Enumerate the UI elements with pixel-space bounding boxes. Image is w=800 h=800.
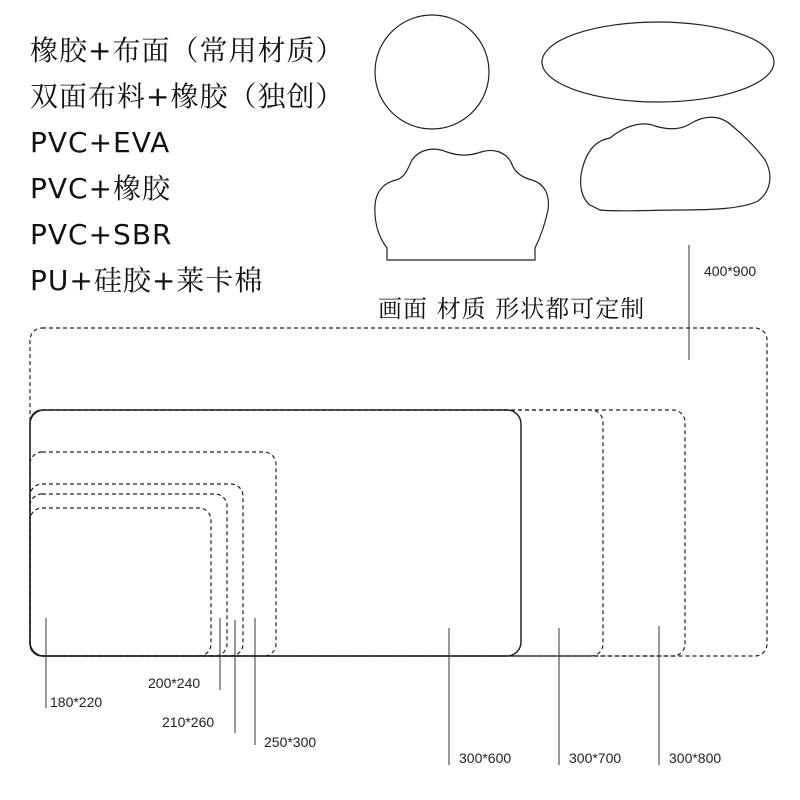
- size-label-180x220: 180*220: [50, 694, 103, 710]
- mat-outline-180x220: [30, 508, 211, 656]
- circle-shape: [375, 15, 489, 129]
- size-label-210x260: 210*260: [162, 714, 215, 730]
- mat-outline-250x300: [30, 452, 276, 656]
- material-item: PVC+EVA: [30, 126, 171, 159]
- material-item: 双面布料+橡胶（独创）: [30, 80, 345, 113]
- size-label-300x600: 300*600: [459, 750, 512, 766]
- size-label-200x240: 200*240: [148, 675, 201, 691]
- cloud-shape: [581, 117, 770, 211]
- mat-outline-300x800: [30, 410, 685, 656]
- material-item: PU+硅胶+莱卡棉: [30, 264, 264, 297]
- size-label-400x900: 400*900: [704, 263, 757, 279]
- mat-outline-300x700: [30, 410, 603, 656]
- size-label-300x800: 300*800: [669, 750, 722, 766]
- size-label-250x300: 250*300: [264, 734, 317, 750]
- custom-note: 画面 材质 形状都可定制: [378, 295, 646, 323]
- mat-outline-400x900: [30, 328, 767, 656]
- material-item: PVC+橡胶: [30, 172, 172, 205]
- material-item: PVC+SBR: [30, 218, 173, 251]
- material-item: 橡胶+布面（常用材质）: [30, 34, 345, 67]
- paw-shape: [375, 149, 549, 260]
- mat-outline-200x240: [30, 494, 227, 656]
- ellipse-shape: [542, 22, 774, 102]
- size-label-300x700: 300*700: [569, 750, 622, 766]
